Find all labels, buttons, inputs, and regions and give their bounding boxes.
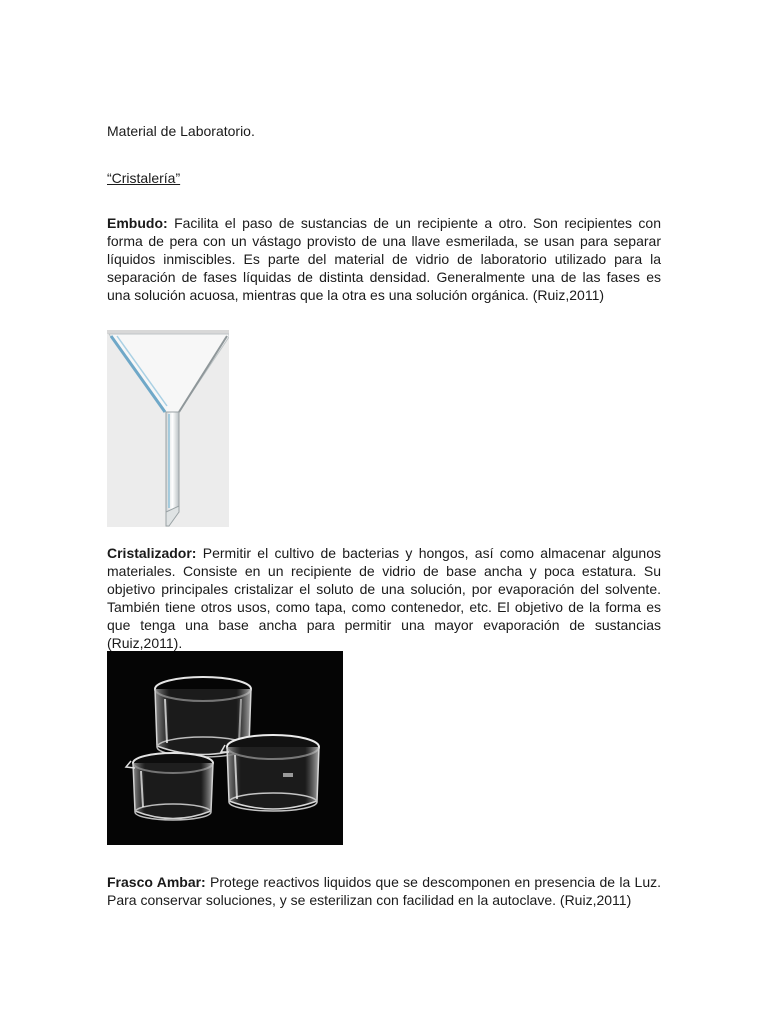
item-term: Embudo:	[107, 215, 168, 231]
document-title: Material de Laboratorio.	[107, 123, 255, 139]
crystallizer-image	[107, 651, 343, 845]
item-description: Facilita el paso de sustancias de un recipiente a otro. Son recipientes con forma de pera con un vástago provisto de una llave esmerilada, se usan para separar líquidos inmiscibles. Es parte del material de vidrio de laboratorio utilizado para la separación de fases líquidas de distinta densidad. Generalmente una de las fases es una solución acuosa, mientras que la otra es una solución orgánica. (Ruiz,2011)	[107, 215, 662, 303]
item-cristalizador	[107, 544, 661, 652]
item-frasco-ambar	[107, 873, 661, 909]
item-description: Protege reactivos liquidos que se descomponen en presencia de la Luz. Para conservar soluciones, y se esterilizan con facilidad en la autoclave. (Ruiz,2011)	[107, 874, 662, 908]
item-term: Cristalizador:	[107, 545, 197, 561]
item-embudo	[107, 214, 661, 304]
section-heading: “Cristalería”	[107, 170, 181, 186]
item-term: Frasco Ambar:	[107, 874, 206, 890]
item-description: Permitir el cultivo de bacterias y hongos, así como almacenar algunos materiales. Consiste en un recipiente de vidrio de base ancha y poca estatura. Su objetivo principales cristalizar el soluto de una solución, por evaporación del solvente. También tiene otros usos, como tapa, como contenedor, etc. El objetivo de la forma es que tenga una base ancha para permitir una mayor evaporación de sustancias (Ruiz,2011).	[107, 545, 661, 651]
funnel-image	[107, 330, 229, 527]
